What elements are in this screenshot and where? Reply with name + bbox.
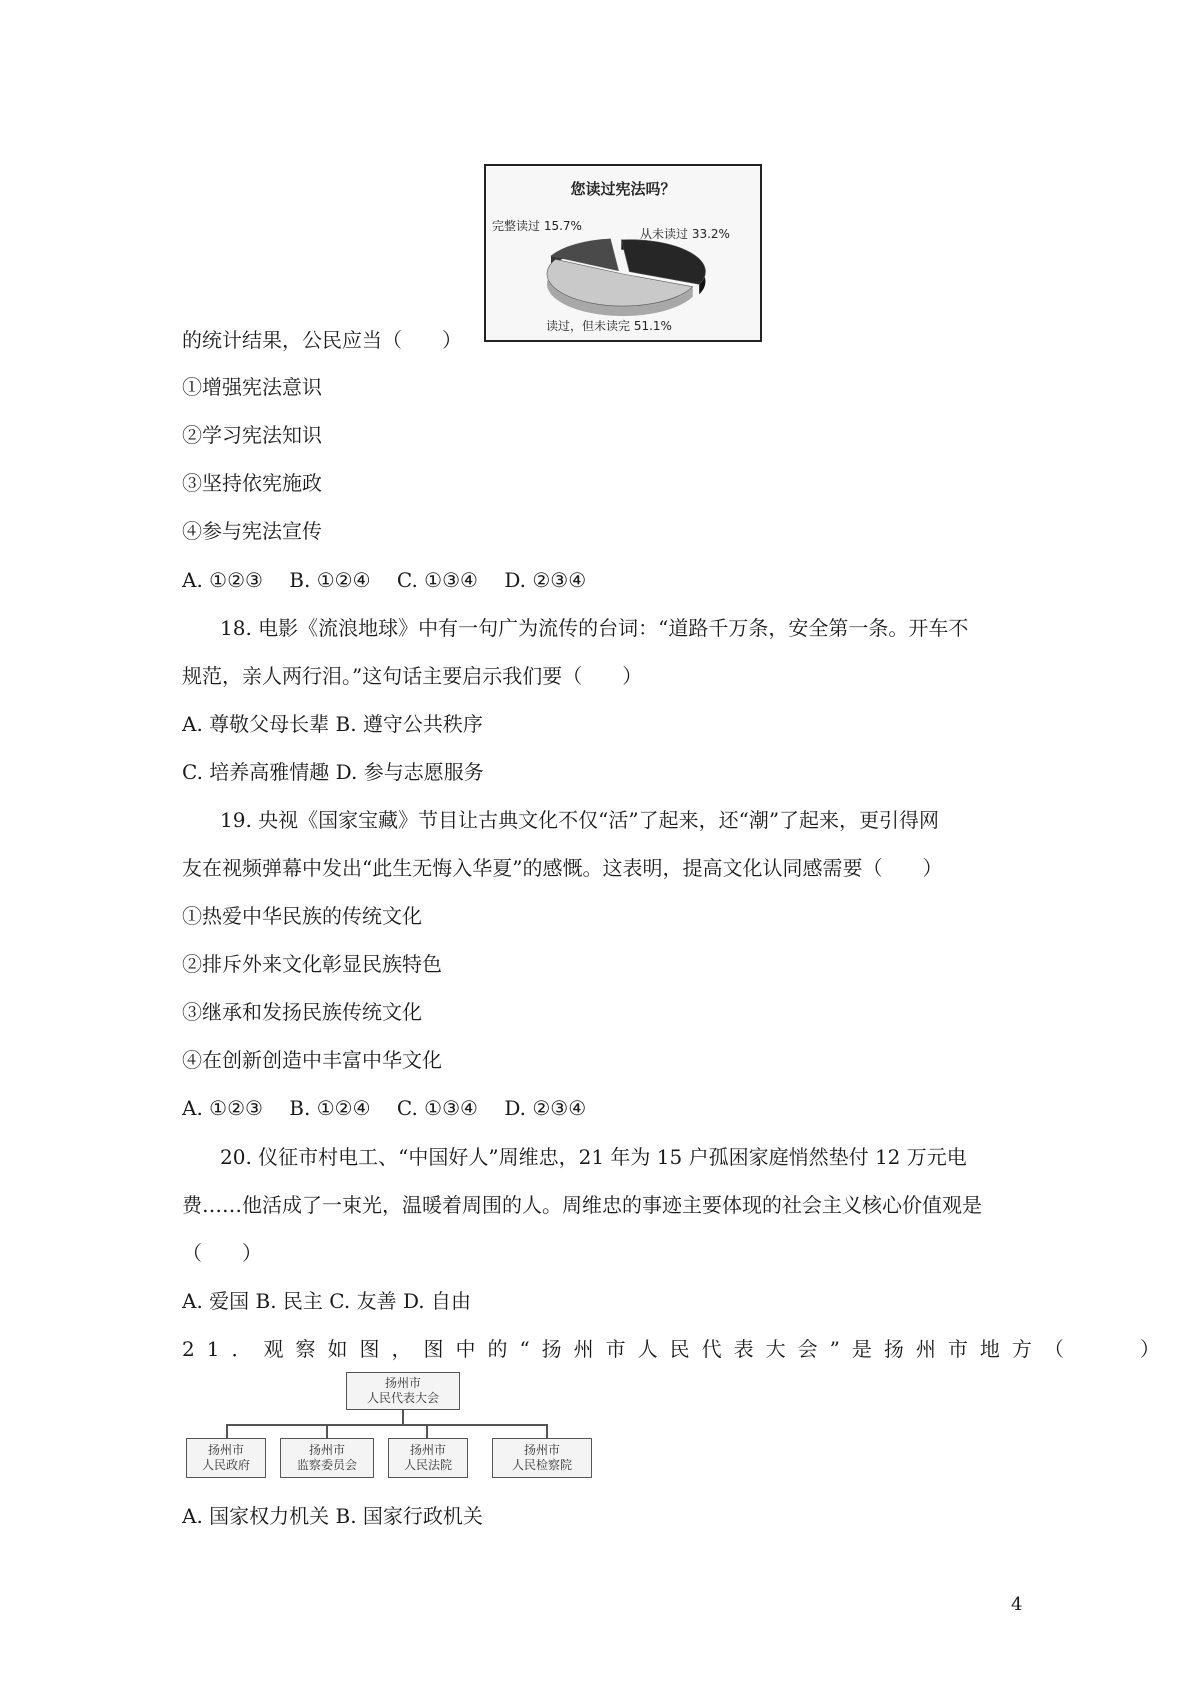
org-diagram: [186, 1372, 616, 1484]
pie-slices: [547, 239, 705, 316]
q19-line-1: 19. 央视《国家宝藏》节目让古典文化不仅“活”了起来，还“潮”了起来，更引得网: [220, 808, 940, 832]
org-box-government-line-1: 扬州市: [207, 1443, 244, 1457]
q17-option-3: ③坚持依宪施政: [182, 471, 322, 495]
q18-line-1: 18. 电影《流浪地球》中有一句广为流传的台词：“道路千万条，安全第一条。开车不: [220, 616, 969, 640]
org-box-congress-line-1: 扬州市: [384, 1376, 421, 1390]
q19-choices: A. ①②③ B. ①②④ C. ①③④ D. ②③④: [182, 1096, 587, 1120]
q17-stem-tail: 的统计结果，公民应当（ ）: [182, 328, 462, 352]
label-partial: 读过，但未读完 51.1%: [546, 319, 672, 333]
org-connector: [426, 1424, 428, 1438]
org-box-procuratorate-line-2: 人民检察院: [511, 1458, 572, 1472]
q17-option-2: ②学习宪法知识: [182, 423, 322, 447]
label-never: 从未读过 33.2%: [640, 227, 730, 241]
page-number: 4: [1011, 1594, 1023, 1615]
q21-line-1: 21．观察如图，图中的“扬州市人民代表大会”是扬州市地方（ ）: [182, 1337, 1172, 1361]
org-box-court-line-2: 人民法院: [403, 1458, 452, 1472]
org-box-procuratorate: [492, 1438, 592, 1478]
q19-option-1: ①热爱中华民族的传统文化: [182, 904, 422, 928]
org-box-government-line-2: 人民政府: [201, 1458, 250, 1472]
q18-choices-1: A. 尊敬父母长辈 B. 遵守公共秩序: [182, 712, 483, 736]
org-box-government: [186, 1438, 266, 1478]
org-box-supervision-line-2: 监察委员会: [296, 1458, 357, 1472]
org-connector: [546, 1424, 548, 1438]
org-connector: [402, 1410, 404, 1424]
q19-option-3: ③继承和发扬民族传统文化: [182, 1000, 422, 1024]
q17-option-4: ④参与宪法宣传: [182, 519, 322, 543]
q19-option-2: ②排斥外来文化彰显民族特色: [182, 952, 442, 976]
org-connector: [226, 1424, 228, 1438]
q17-option-1: ①增强宪法意识: [182, 375, 322, 399]
q20-line-1: 20. 仪征市村电工、“中国好人”周维忠，21 年为 15 户孤困家庭悄然垫付 12 万元电: [220, 1145, 967, 1169]
org-box-supervision: [280, 1438, 374, 1478]
q18-choices-2: C. 培养高雅情趣 D. 参与志愿服务: [182, 760, 484, 784]
org-connector: [226, 1424, 546, 1426]
org-box-congress-line-2: 人民代表大会: [366, 1391, 439, 1405]
q20-line-3: （ ）: [182, 1241, 262, 1265]
org-box-court-line-1: 扬州市: [409, 1443, 446, 1457]
q21-choices: A. 国家权力机关 B. 国家行政机关: [182, 1504, 483, 1528]
chart-title: 您读过宪法吗？: [570, 180, 676, 198]
org-connector: [326, 1424, 328, 1438]
org-box-court: [388, 1438, 468, 1478]
q19-option-4: ④在创新创造中丰富中华文化: [182, 1048, 442, 1072]
q20-line-2: 费……他活成了一束光，温暖着周围的人。周维忠的事迹主要体现的社会主义核心价值观是: [182, 1193, 982, 1217]
q20-choices: A. 爱国 B. 民主 C. 友善 D. 自由: [182, 1289, 471, 1313]
pie-chart-svg: [486, 166, 760, 340]
org-box-congress: [346, 1372, 460, 1410]
q19-line-2: 友在视频弹幕中发出“此生无悔入华夏”的感慨。这表明，提高文化认同感需要（ ）: [182, 856, 943, 880]
org-box-procuratorate-line-1: 扬州市: [523, 1443, 560, 1457]
q17-choices: A. ①②③ B. ①②④ C. ①③④ D. ②③④: [182, 568, 587, 592]
label-complete: 完整读过 15.7%: [492, 219, 582, 233]
q18-line-2: 规范，亲人两行泪。”这句话主要启示我们要（ ）: [182, 664, 643, 688]
pie-chart: [484, 164, 762, 342]
org-box-supervision-line-1: 扬州市: [308, 1443, 345, 1457]
